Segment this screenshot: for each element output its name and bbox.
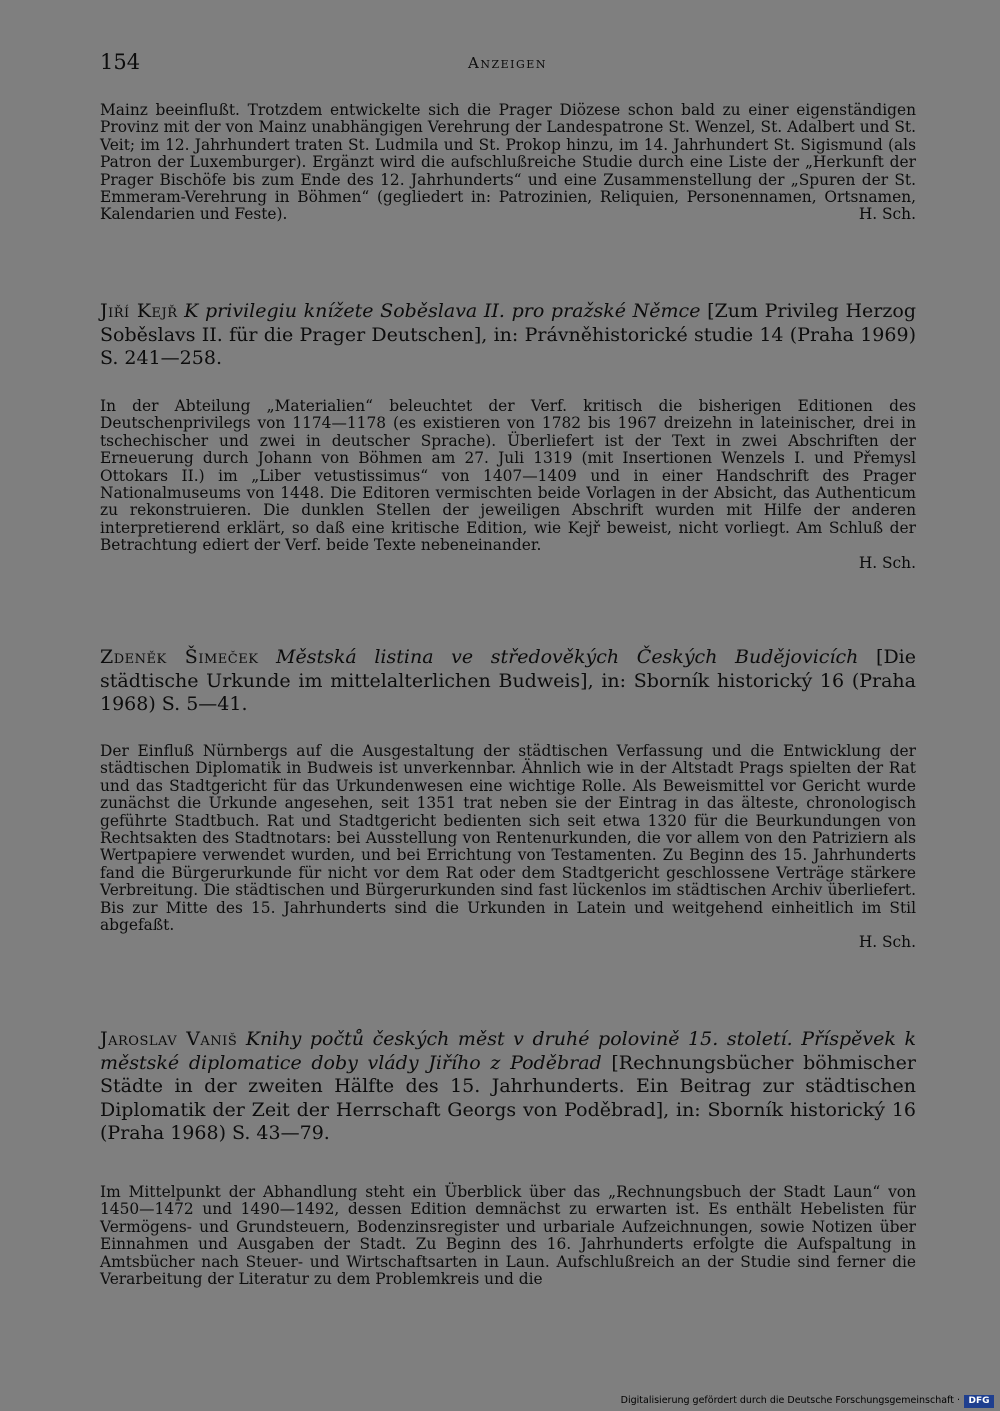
continuation-review [100,102,916,224]
review-body: Mainz beeinflußt. Trotzdem entwickelte sich die Prager Diözese schon bald zu einer eigenständigen Provinz mit der von Mainz unabhängigen Verehrung der Landespatrone St. Wenzel, St. Adalbert und St. Veit; im 12. Jahrhundert traten St. Ludmila und St. Prokop hinzu, im 14. Jahrhundert St. Sigismund (als Patron der Luxemburger). Ergänzt wird die aufschlußreiche Studie durch eine Liste der „Herkunft der Prager Bischöfe bis zum Ende des 12. Jahrhunderts“ und eine Zusammenstellung der „Spuren der St. Emmeram-Verehrung in Böhmen“ (gegliedert in: Patrozinien, Reliquien, Personennamen, Ortsnamen, Kalendarien und Feste). [100,101,916,224]
entry-title: K privilegiu knížete Soběslava II. pro pražské Němce [184,300,701,322]
entry-title: Městská listina ve středověkých Českých Budějovicích [276,646,859,668]
bibliographic-entry [100,300,916,371]
entry-citation: [Zum Privileg Herzog Soběslavs II. für die Prager Deutschen], in: Právněhistorické studie 14 (Praha 1969) S. 241—258. [100,300,916,369]
entry-citation: [Die städtische Urkunde im mittelalterlichen Budweis], in: Sborník historický 16 (Praha 1968) S. 5—41. [100,646,916,715]
entry-citation: [Rechnungsbücher böhmischer Städte in der zweiten Hälfte des 15. Jahrhunderts. Ein Beitrag zur städtischen Diplomatik der Zeit der Herrschaft Georgs von Poděbrad], in: Sborník historický 16 (Praha 1968) S. 43—79. [100,1051,916,1144]
entry-author: Jiří Kejř [100,300,178,322]
review-body: Im Mittelpunkt der Abhandlung steht ein Überblick über das „Rechnungsbuch der Stadt Laun“ von 1450—1472 und 1490—1492, dessen Edition demnächst zu erwarten ist. Es enthält Hebelisten für Vermögens- und Grundsteuern, Bodenzinsregister und urbariale Aufzeichnungen, sowie Notizen über Einnahmen und Ausgaben der Stadt. Zu Beginn des 16. Jahrhunderts erfolgte die Aufspaltung in Amtsbücher nach Steuer- und Wirtschaftsarten in Laun. Aufschlußreich an der Studie sind ferner die Verarbeitung der Literatur zu dem Problemkreis und die [100,1183,916,1289]
entry-review [100,743,916,952]
bibliographic-entry [100,1028,916,1146]
entry-author: Jaroslav Vaniš [100,1028,238,1050]
page-number: 154 [100,50,141,74]
footer-credit: Digitalisierung gefördert durch die Deutsche Forschungsgemeinschaft · [620,1395,960,1406]
digitization-footer [0,1393,1000,1411]
entry-review [100,1184,916,1288]
review-body: In der Abteilung „Materialien“ beleuchtet der Verf. kritisch die bisherigen Editionen des Deutschenprivilegs von 1174—1178 (es existieren von 1782 bis 1967 dreizehn in lateinischer, drei in tschechischer und zwei in deutscher Sprache). Überliefert ist der Text in zwei Abschriften der Erneuerung durch Johann von Böhmen am 27. Juli 1319 (mit Insertionen Wenzels I. und Přemysl Ottokars II.) im „Liber vetustissimus“ von 1407—1409 und in einer Handschrift des Prager Nationalmuseums von 1448. Die Editoren vermischten beide Vorlagen in der Absicht, das Authenticum zu rekonstruieren. Die dunklen Stellen der jeweiligen Abschrift wurden mit Hilfe der anderen interpretierend erklärt, so daß eine kritische Edition, wie Kejř beweist, nicht vorliegt. Am Schluß der Betrachtung ediert der Verf. beide Texte nebeneinander. [100,397,916,555]
review-body: Der Einfluß Nürnbergs auf die Ausgestaltung der städtischen Verfassung und die Entwicklung der städtischen Diplomatik in Budweis ist unverkennbar. Ähnlich wie in der Altstadt Prags spielten der Rat und das Stadtgericht für das Urkundenwesen eine wichtige Rolle. Als Beweismittel vor Gericht wurde zunächst die Urkunde angesehen, seit 1351 trat neben sie der Eintrag in das älteste, chronologisch geführte Stadtbuch. Rat und Stadtgericht bedienten sich seit etwa 1320 für die Beurkundungen von Rechtsakten des Stadtnotars: bei Ausstellung von Rentenurkunden, die vor allem von den Patriziern als Wertpapiere verwendet wurden, und bei Errichtung von Testamenten. Zu Beginn des 15. Jahrhunderts fand die Bürgerurkunde für nicht vor dem Rat oder dem Stadtgericht geschlossene Verträge stärkere Verbreitung. Die städtischen und Bürgerurkunden sind fast lückenlos im städtischen Archiv überliefert. Bis zur Mitte des 15. Jahrhunderts sind die Urkunden in Latein und weitgehend einheitlich im Stil abgefaßt. [100,742,916,935]
page-header [100,50,915,80]
reviewer-signature: H. Sch. [858,553,916,572]
entry-review [100,398,916,572]
bibliographic-entry [100,646,916,717]
running-head: Anzeigen [468,54,547,72]
entry-heading [100,1028,916,1146]
reviewer-signature: H. Sch. [858,933,916,952]
dfg-logo: DFG [964,1395,994,1408]
entry-heading [100,300,916,371]
reviewer-signature: H. Sch. [858,205,916,224]
entry-title: Knihy počtů českých měst v druhé polovině 15. století. Příspěvek k městské diplomatice doby vlády Jiřího z Poděbrad [100,1028,916,1074]
entry-heading [100,646,916,717]
entry-author: Zdeněk Šimeček [100,646,259,668]
